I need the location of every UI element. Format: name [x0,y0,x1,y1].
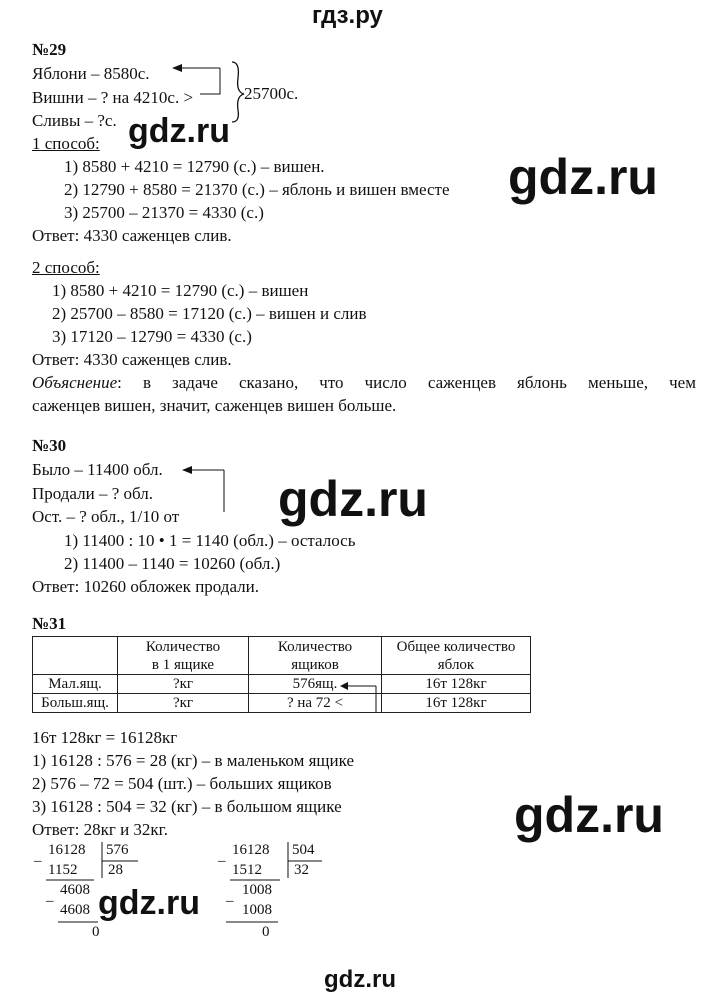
task-30-step-1: 1) 11400 : 10 • 1 = 1140 (обл.) – осталось [64,531,356,550]
table-cell: Больш.ящ. [33,694,118,713]
task-29-given-3: Сливы – ?с. [32,111,117,130]
task-31-step-3: 3) 16128 : 504 = 32 (кг) – в большом ящике [32,797,342,816]
method-1-step-2: 2) 12790 + 8580 = 21370 (с.) – яблонь и вишен вместе [64,180,450,199]
table-cell: 16т 128кг [382,694,531,713]
divisor: 576 [106,842,129,858]
method-2-answer: Ответ: 4330 саженцев слив. [32,350,232,369]
subtrahend-1: 1152 [48,862,78,878]
explanation-line-2: саженцев вишен, значит, саженцев вишен больше. [32,396,397,415]
task-31-title: №31 [32,614,67,633]
site-header[interactable]: гдз.ру [312,2,383,29]
watermark: gdz.ru [514,787,664,843]
header-total: Общее количество яблок [382,637,531,675]
quotient: 32 [294,862,309,878]
long-division-2 [216,842,336,952]
minus-sign: _ [46,888,54,904]
task-29-total: 25700с. [244,84,299,103]
task-29-given-1: Яблони – 8580с. [32,64,150,83]
method-2-step-3: 3) 17120 – 12790 = 4330 (с.) [52,327,252,346]
subtrahend-2: 4608 [60,902,90,918]
table-cell: 576ящ. [249,675,382,694]
method-1-answer: Ответ: 4330 саженцев слив. [32,226,232,245]
header-empty [33,637,118,675]
task-30-step-2: 2) 11400 – 1140 = 10260 (обл.) [64,554,281,573]
quotient: 28 [108,862,123,878]
explanation-label: Объяснение [32,373,118,392]
remainder-1: 4608 [60,882,90,898]
table-cell: 16т 128кг [382,675,531,694]
result: 0 [92,924,100,940]
minus-sign: _ [226,888,234,904]
watermark: gdz.ru [508,149,658,205]
table-row [33,694,531,713]
method-2-step-2: 2) 25700 – 8580 = 17120 (с.) – вишен и слив [52,304,367,323]
task-30-arrow [180,460,232,516]
task-30-given-2: Продали – ? обл. [32,484,153,503]
watermark: gdz.ru [98,884,200,922]
table-cell: ?кг [118,694,249,713]
method-1-label: 1 способ: [32,134,100,153]
task-31-step-1: 1) 16128 : 576 = 28 (кг) – в маленьком ящике [32,751,354,770]
minus-sign: _ [218,848,226,864]
dividend: 16128 [48,842,86,858]
table-cell: ? на 72 < [249,694,382,713]
method-1-step-1: 1) 8580 + 4210 = 12790 (с.) – вишен. [64,157,325,176]
watermark: gdz.ru [128,112,230,150]
task-31-step-2: 2) 576 – 72 = 504 (шт.) – больших ящиков [32,774,332,793]
table-arrow [338,680,384,714]
minus-sign: _ [34,848,42,864]
table-cell: ?кг [118,675,249,694]
method-2-label: 2 способ: [32,258,100,277]
result: 0 [262,924,270,940]
watermark: gdz.ru [324,966,396,993]
watermark: gdz.ru [278,471,428,527]
explanation-line-1 [32,373,696,393]
table-header-row [33,637,531,675]
task-30-answer: Ответ: 10260 обложек продали. [32,577,259,596]
task-31-conversion: 16т 128кг = 16128кг [32,728,178,747]
divisor: 504 [292,842,315,858]
task-30-given-1: Было – 11400 обл. [32,460,163,479]
table-row [33,675,531,694]
header-box-count: Количество ящиков [249,637,382,675]
remainder-1: 1008 [242,882,272,898]
task-29-given-2: Вишни – ? на 4210с. > [32,88,194,107]
division-lines [216,842,336,952]
apples-table [32,636,531,713]
method-1-step-3: 3) 25700 – 21370 = 4330 (с.) [64,203,264,222]
dividend: 16128 [232,842,270,858]
task-29-title: №29 [32,40,67,59]
task-30-given-3: Ост. – ? обл., 1/10 от [32,507,180,526]
task-31-answer: Ответ: 28кг и 32кг. [32,820,168,839]
table-cell: Мал.ящ. [33,675,118,694]
explanation-text-1: : в задаче сказано, что число саженцев яблонь меньше, чем [117,373,696,392]
task-30-title: №30 [32,436,67,455]
header-per-box: Количество в 1 ящике [118,637,249,675]
subtrahend-2: 1008 [242,902,272,918]
method-2-step-1: 1) 8580 + 4210 = 12790 (с.) – вишен [52,281,309,300]
subtrahend-1: 1512 [232,862,262,878]
